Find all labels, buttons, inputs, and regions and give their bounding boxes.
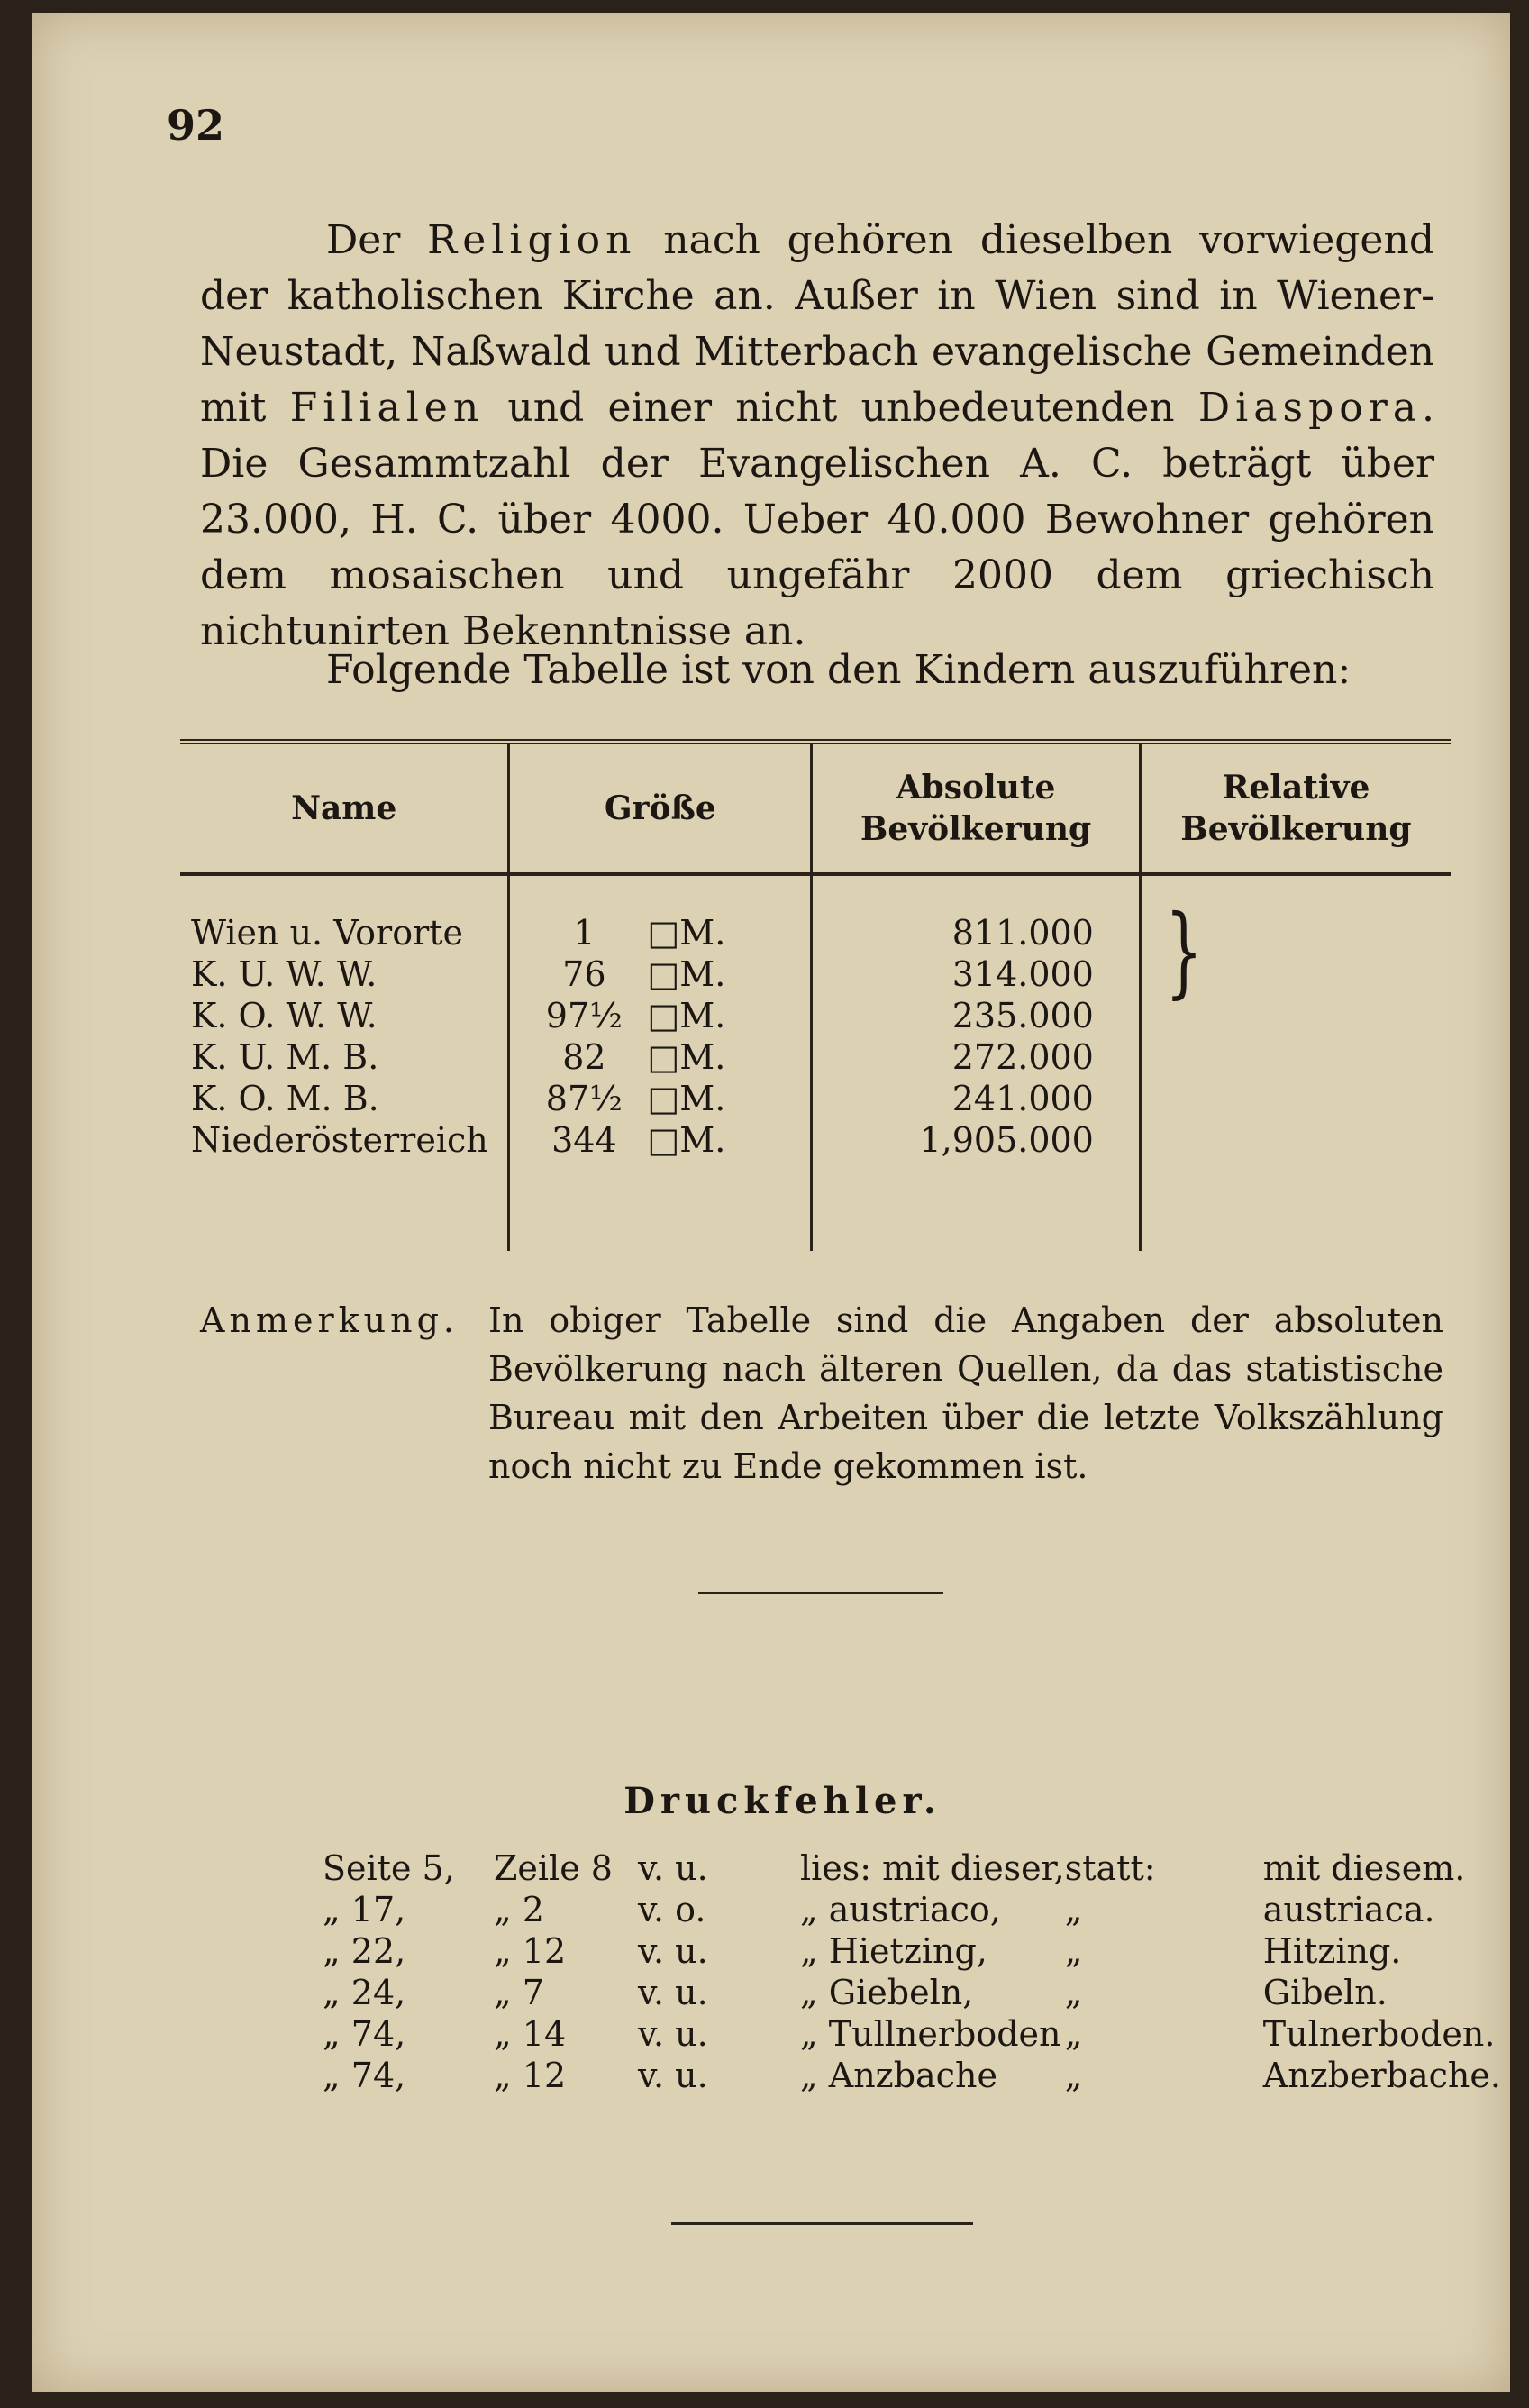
size-value: 76 bbox=[562, 954, 606, 994]
errata-wrong: Tulnerboden. bbox=[1262, 2014, 1496, 2054]
row-name: K. O. W. W. bbox=[191, 996, 378, 1035]
errata-instead: „ bbox=[1064, 1890, 1083, 1929]
header-absolute-line1: Absolute bbox=[896, 769, 1056, 807]
header-relative-line1: Relative bbox=[1222, 769, 1370, 807]
errata-read: „ austriaco, bbox=[800, 1890, 1001, 1929]
header-name: Name bbox=[180, 742, 509, 874]
row-name: K. U. W. W. bbox=[191, 954, 378, 994]
row-relative bbox=[1140, 1078, 1451, 1119]
size-unit: □M. bbox=[647, 1037, 726, 1077]
errata-line: „ 2 bbox=[494, 1890, 544, 1929]
spacer-cell bbox=[812, 1161, 1141, 1251]
errata-row bbox=[323, 1972, 1501, 2013]
header-absolute bbox=[812, 742, 1141, 874]
header-size: Größe bbox=[509, 742, 812, 874]
row-absolute: 235.000 bbox=[812, 995, 1141, 1036]
errata-instead: „ bbox=[1064, 2056, 1083, 2095]
errata-read: „ Hietzing, bbox=[800, 1931, 987, 1971]
table-intro: Folgende Tabelle ist von den Kindern auszuführen: bbox=[326, 647, 1352, 693]
errata-direction: v. u. bbox=[638, 1931, 708, 1971]
errata-instead: „ bbox=[1064, 1931, 1083, 1971]
row-name: K. O. M. B. bbox=[191, 1079, 379, 1118]
size-unit: □M. bbox=[647, 954, 726, 994]
emphasis-religion: Religion bbox=[427, 217, 637, 263]
table-spacer-row bbox=[180, 1161, 1451, 1251]
row-size bbox=[509, 995, 812, 1036]
errata-wrong: mit diesem. bbox=[1262, 1848, 1466, 1888]
errata-page: „ 17, bbox=[323, 1890, 406, 1929]
note-text: In obiger Tabelle sind die Angaben der absoluten Bevölkerung nach älteren Quellen, da das statistische Bureau mit den Arbeiten über die letzte Volkszählung noch nicht zu Ende gekommen ist. bbox=[488, 1300, 1443, 1486]
size-unit: □M. bbox=[647, 1079, 726, 1118]
row-name: Niederösterreich bbox=[191, 1120, 488, 1160]
divider-rule bbox=[671, 2222, 973, 2225]
errata-direction: v. u. bbox=[638, 2014, 708, 2054]
row-name: K. U. M. B. bbox=[191, 1037, 379, 1077]
header-relative-line2: Bevölkerung bbox=[1180, 810, 1412, 848]
errata-page: Seite 5, bbox=[323, 1848, 455, 1888]
row-relative bbox=[1140, 1119, 1451, 1161]
errata-title: Druckfehler. bbox=[623, 1780, 942, 1822]
errata-page: „ 74, bbox=[323, 2014, 406, 2054]
errata-page: „ 24, bbox=[323, 1973, 406, 2012]
main-paragraph bbox=[200, 213, 1434, 660]
row-absolute: 241.000 bbox=[812, 1078, 1141, 1119]
errata-line: „ 14 bbox=[494, 2014, 567, 2054]
paragraph-pre: Der bbox=[326, 217, 428, 263]
errata-wrong: Gibeln. bbox=[1262, 1973, 1388, 2012]
row-relative bbox=[1140, 1036, 1451, 1078]
errata-instead: „ bbox=[1064, 2014, 1083, 2054]
row-name: Wien u. Vororte bbox=[191, 913, 464, 953]
errata-direction: v. o. bbox=[638, 1890, 706, 1929]
errata-line: „ 12 bbox=[494, 1931, 567, 1971]
emphasis-diaspora: Diaspora bbox=[1197, 385, 1422, 431]
divider-rule bbox=[698, 1592, 943, 1594]
table-row bbox=[180, 1078, 1451, 1119]
errata-direction: v. u. bbox=[638, 1848, 708, 1888]
size-unit: □M. bbox=[647, 1120, 726, 1160]
size-value: 97½ bbox=[545, 996, 623, 1035]
errata-row bbox=[323, 2013, 1501, 2055]
size-value: 1 bbox=[573, 913, 596, 953]
row-absolute: 1,905.000 bbox=[812, 1119, 1141, 1161]
row-size bbox=[509, 1119, 812, 1161]
errata-wrong: austriaca. bbox=[1262, 1890, 1435, 1929]
size-value: 344 bbox=[551, 1120, 617, 1160]
row-absolute: 314.000 bbox=[812, 953, 1141, 995]
errata-instead: „ bbox=[1064, 1973, 1083, 2012]
errata-read: lies: mit dieser, bbox=[800, 1848, 1065, 1888]
row-size bbox=[509, 953, 812, 995]
table-row bbox=[180, 1119, 1451, 1161]
row-absolute: 272.000 bbox=[812, 1036, 1141, 1078]
errata-row bbox=[323, 1847, 1501, 1889]
row-size bbox=[509, 1078, 812, 1119]
paragraph-post: . Die Gesammtzahl der Evangelischen A. C. beträgt über 23.000, H. C. über 4000. Ueber 40.000 Bewohner gehören dem mosaischen und ungefähr 2000 dem griechisch nichtunirten Bekenntnisse an. bbox=[200, 385, 1434, 654]
row-absolute: 811.000 bbox=[812, 874, 1141, 953]
population-table bbox=[180, 739, 1451, 1251]
paragraph-mid1: nach gehören dieselben vorwiegend der katholischen Kirche an. Außer in Wien sind in Wiener-Neustadt, Naßwald und Mitterbach evangelische Gemeinden mit bbox=[200, 217, 1434, 431]
errata-page: „ 22, bbox=[323, 1931, 406, 1971]
errata-direction: v. u. bbox=[638, 2056, 708, 2095]
errata-read: „ Tullnerboden bbox=[800, 2014, 1061, 2054]
size-unit: □M. bbox=[647, 913, 726, 953]
errata-wrong: Anzberbache. bbox=[1262, 2056, 1501, 2095]
spacer-cell bbox=[509, 1161, 812, 1251]
emphasis-filialen: Filialen bbox=[289, 385, 485, 431]
errata-row bbox=[323, 1930, 1501, 1972]
errata-read: „ Anzbache bbox=[800, 2056, 997, 2095]
size-value: 82 bbox=[562, 1037, 606, 1077]
errata-page: „ 74, bbox=[323, 2056, 406, 2095]
header-relative bbox=[1140, 742, 1451, 874]
note-label: Anmerkung. bbox=[200, 1300, 459, 1340]
errata-read: „ Giebeln, bbox=[800, 1973, 974, 2012]
spacer-cell bbox=[180, 1161, 509, 1251]
row-size bbox=[509, 1036, 812, 1078]
table-row bbox=[180, 1036, 1451, 1078]
size-value: 87½ bbox=[545, 1079, 623, 1118]
errata-line: Zeile 8 bbox=[494, 1848, 613, 1888]
paragraph-mid2: und einer nicht unbedeutenden bbox=[484, 385, 1198, 431]
header-absolute-line2: Bevölkerung bbox=[860, 810, 1092, 848]
spacer-cell bbox=[1140, 1161, 1451, 1251]
brace-mark: } bbox=[1164, 892, 1203, 1008]
errata-table bbox=[323, 1847, 1501, 2096]
table-header-row bbox=[180, 742, 1451, 874]
row-relative bbox=[1140, 874, 1451, 1008]
errata-direction: v. u. bbox=[638, 1973, 708, 2012]
size-unit: □M. bbox=[647, 996, 726, 1035]
row-size bbox=[509, 874, 812, 953]
errata-line: „ 12 bbox=[494, 2056, 567, 2095]
errata-row bbox=[323, 2055, 1501, 2096]
table-row bbox=[180, 995, 1451, 1036]
errata-line: „ 7 bbox=[494, 1973, 544, 2012]
errata-row bbox=[323, 1889, 1501, 1930]
page-number: 92 bbox=[167, 101, 225, 150]
table-row bbox=[180, 874, 1451, 953]
errata-wrong: Hitzing. bbox=[1262, 1931, 1402, 1971]
errata-instead: statt: bbox=[1064, 1848, 1156, 1888]
